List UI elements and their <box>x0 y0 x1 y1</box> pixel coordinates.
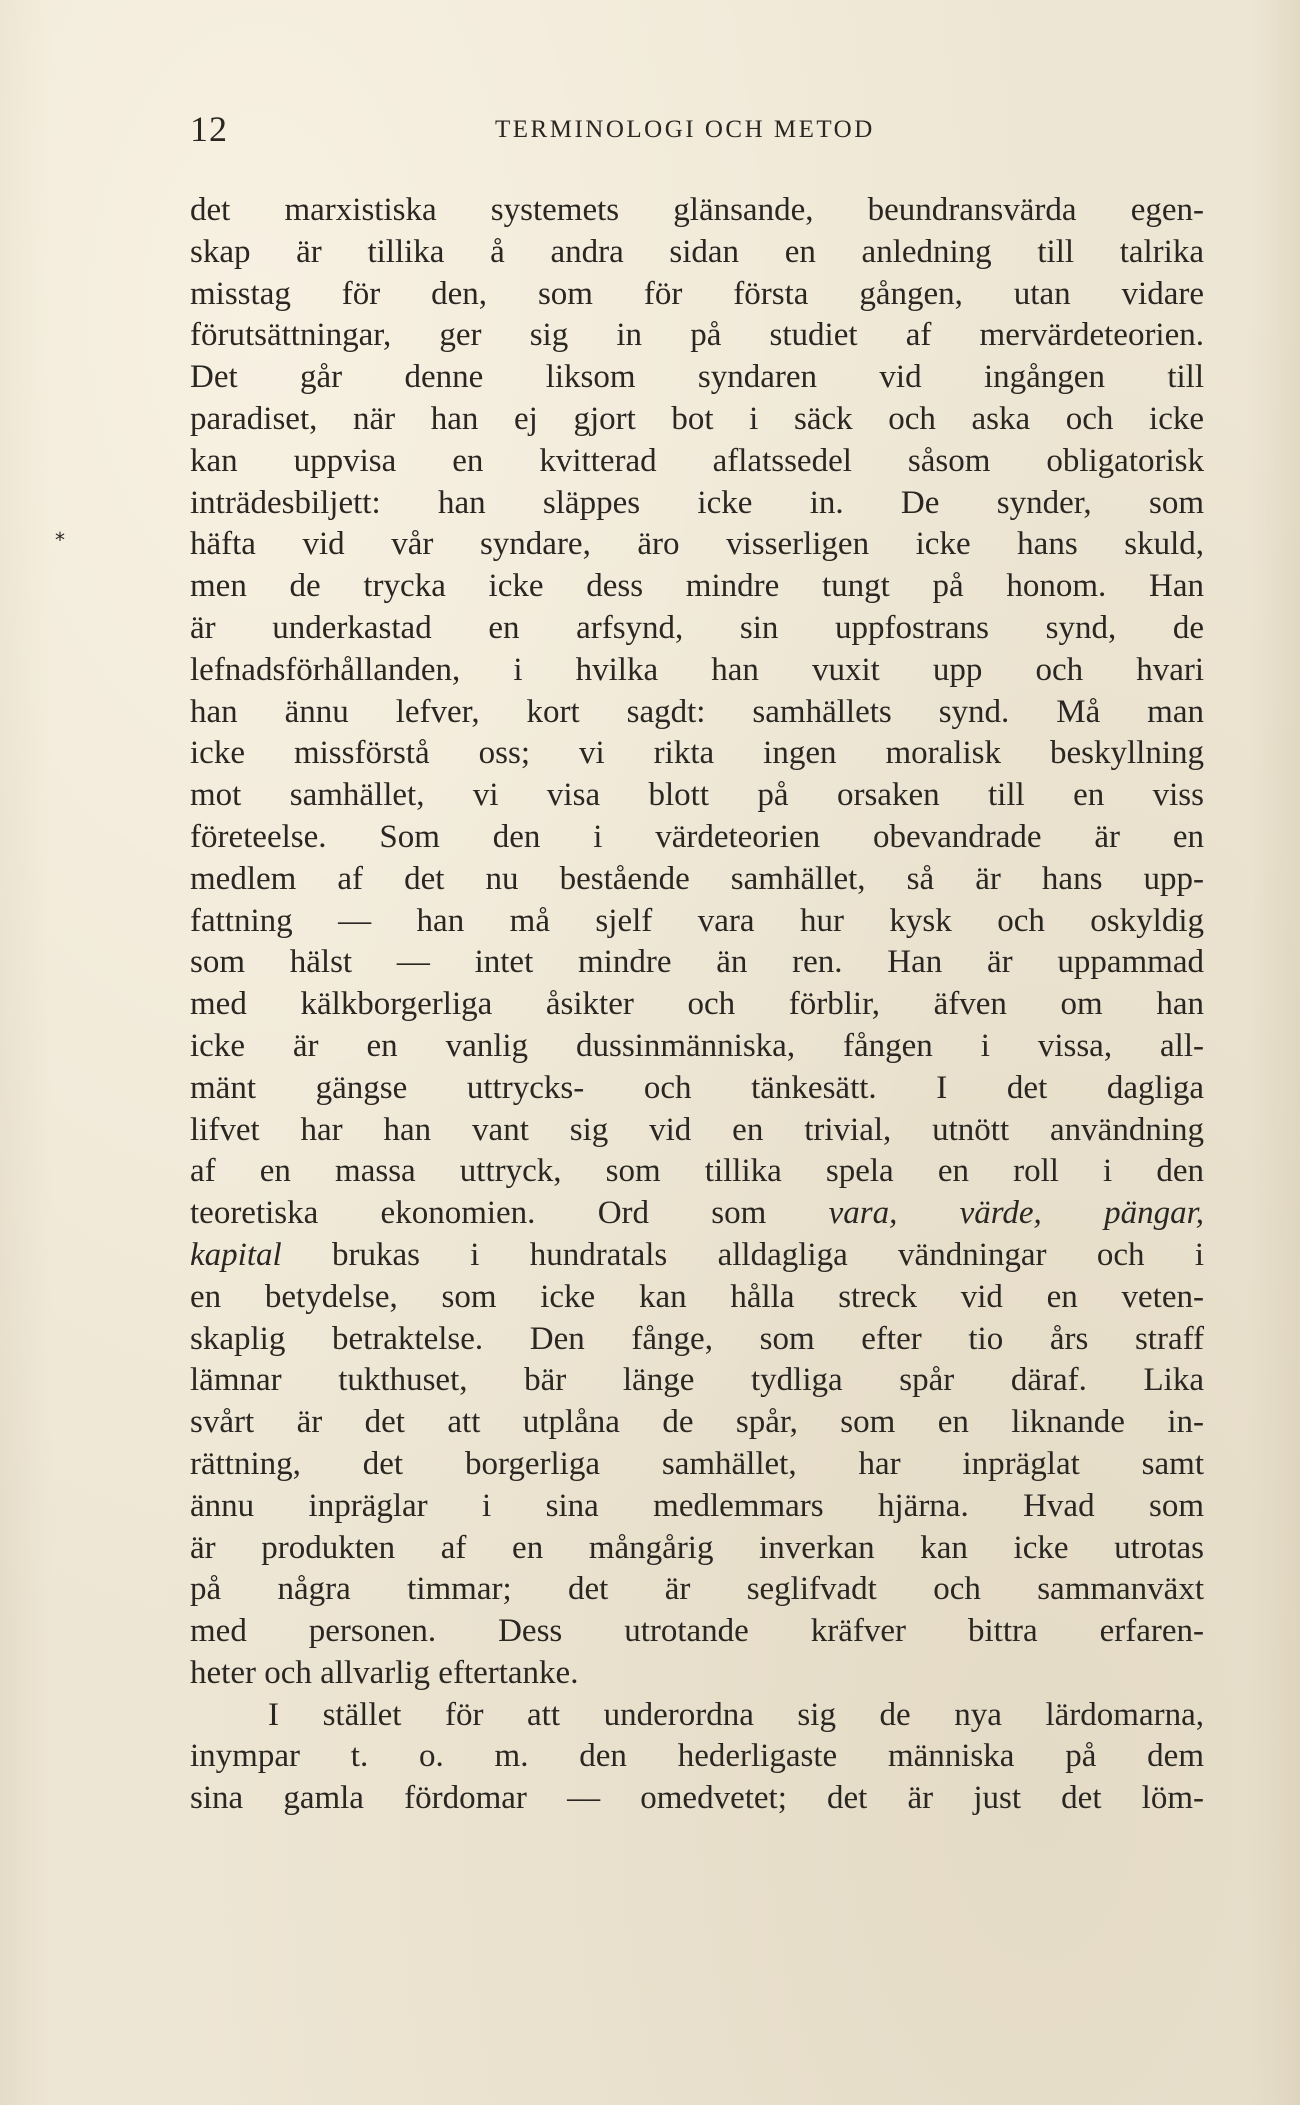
text-line: mot samhället, vi visa blott på orsaken till en viss <box>190 777 1204 814</box>
text-line: lämnar tukthuset, bär länge tydliga spår däraf. Lika <box>190 1362 1204 1399</box>
text-line: inträdesbiljett: han släppes icke in. De synder, som <box>190 484 1204 521</box>
text-line: fattning — han må sjelf vara hur kysk och oskyldig <box>190 902 1204 939</box>
text-line: medlem af det nu bestående samhället, så är hans upp- <box>190 860 1204 897</box>
text-line-with-italics <box>190 1235 1204 1277</box>
text-line: skap är tillika å andra sidan en anledning till talrika <box>190 233 1204 270</box>
text-line: på några timmar; det är seglifvadt och sammanväxt <box>190 1571 1204 1608</box>
text-line: af en massa uttryck, som tillika spela en roll i den <box>190 1153 1204 1190</box>
italic-word: vara, <box>828 1195 898 1232</box>
text-line: kan uppvisa en kvitterad aflatssedel såsom obligatorisk <box>190 442 1204 479</box>
text-line: svårt är det att utplåna de spår, som en liknande in- <box>190 1404 1204 1441</box>
text-line: förutsättningar, ger sig in på studiet af mervärdeteorien. <box>190 317 1204 354</box>
text-line: är produkten af en mångårig inverkan kan icke utrotas <box>190 1529 1204 1566</box>
margin-mark: * <box>55 528 65 552</box>
text-line: men de trycka icke dess mindre tungt på honom. Han <box>190 568 1204 605</box>
text-line: lefnadsförhållanden, i hvilka han vuxit upp och hvari <box>190 651 1204 688</box>
text-line: det marxistiska systemets glänsande, beundransvärda egen- <box>190 192 1204 228</box>
text-line: med kälkborgerliga åsikter och förblir, äfven om han <box>190 986 1204 1023</box>
text-line: skaplig betraktelse. Den fånge, som efter tio års straff <box>190 1320 1204 1357</box>
text-line: inympar t. o. m. den hederligaste människa på dem <box>190 1738 1204 1775</box>
text-line: mänt gängse uttrycks- och tänkesätt. I det dagliga <box>190 1069 1204 1106</box>
text-line: rättning, det borgerliga samhället, har inpräglat samt <box>190 1445 1204 1482</box>
text-line: företeelse. Som den i värdeteorien obevandrade är en <box>190 818 1204 855</box>
text-line: häfta vid vår syndare, äro visserligen icke hans skuld, <box>190 526 1204 563</box>
body-text <box>190 190 1204 1820</box>
italic-word: kapital <box>190 1236 282 1273</box>
text-line: han ännu lefver, kort sagdt: samhällets synd. Må man <box>190 693 1204 730</box>
page-number: 12 <box>190 109 228 149</box>
text-line: misstag för den, som för första gången, utan vidare <box>190 275 1204 312</box>
text-line: paradiset, när han ej gjort bot i säck och aska och icke <box>190 400 1204 437</box>
text-line: är underkastad en arfsynd, sin uppfostrans synd, de <box>190 609 1204 646</box>
text-line: I stället för att underordna sig de nya lärdomarna, <box>268 1696 1204 1733</box>
text-line: Det går denne liksom syndaren vid ingången till <box>190 359 1204 396</box>
text-line: lifvet har han vant sig vid en trivial, utnött användning <box>190 1111 1204 1148</box>
text-line: heter och allvarlig eftertanke. <box>190 1654 579 1691</box>
line-text: brukas i hundratals alldagliga vändningar och i <box>281 1236 1204 1273</box>
text-line: som hälst — intet mindre än ren. Han är uppammad <box>190 944 1204 981</box>
text-line: en betydelse, som icke kan hålla streck vid en veten- <box>190 1278 1204 1315</box>
text-line: icke är en vanlig dussinmänniska, fången i vissa, all- <box>190 1027 1204 1064</box>
text-line: icke missförstå oss; vi rikta ingen moralisk beskyllning <box>190 735 1204 772</box>
text-line: med personen. Dess utrotande kräfver bittra erfaren- <box>190 1613 1204 1650</box>
text-line: ännu inpräglar i sina medlemmars hjärna. Hvad som <box>190 1487 1204 1524</box>
page-header <box>190 104 1210 154</box>
italic-word: pängar, <box>1104 1195 1205 1232</box>
italic-word: värde, <box>959 1195 1042 1232</box>
text-line-with-italics <box>190 1193 1204 1235</box>
line-text: teoretiska ekonomien. Ord som <box>190 1195 829 1232</box>
running-head: TERMINOLOGI OCH METOD <box>495 116 875 143</box>
text-line: sina gamla fördomar — omedvetet; det är just det löm- <box>190 1780 1204 1817</box>
